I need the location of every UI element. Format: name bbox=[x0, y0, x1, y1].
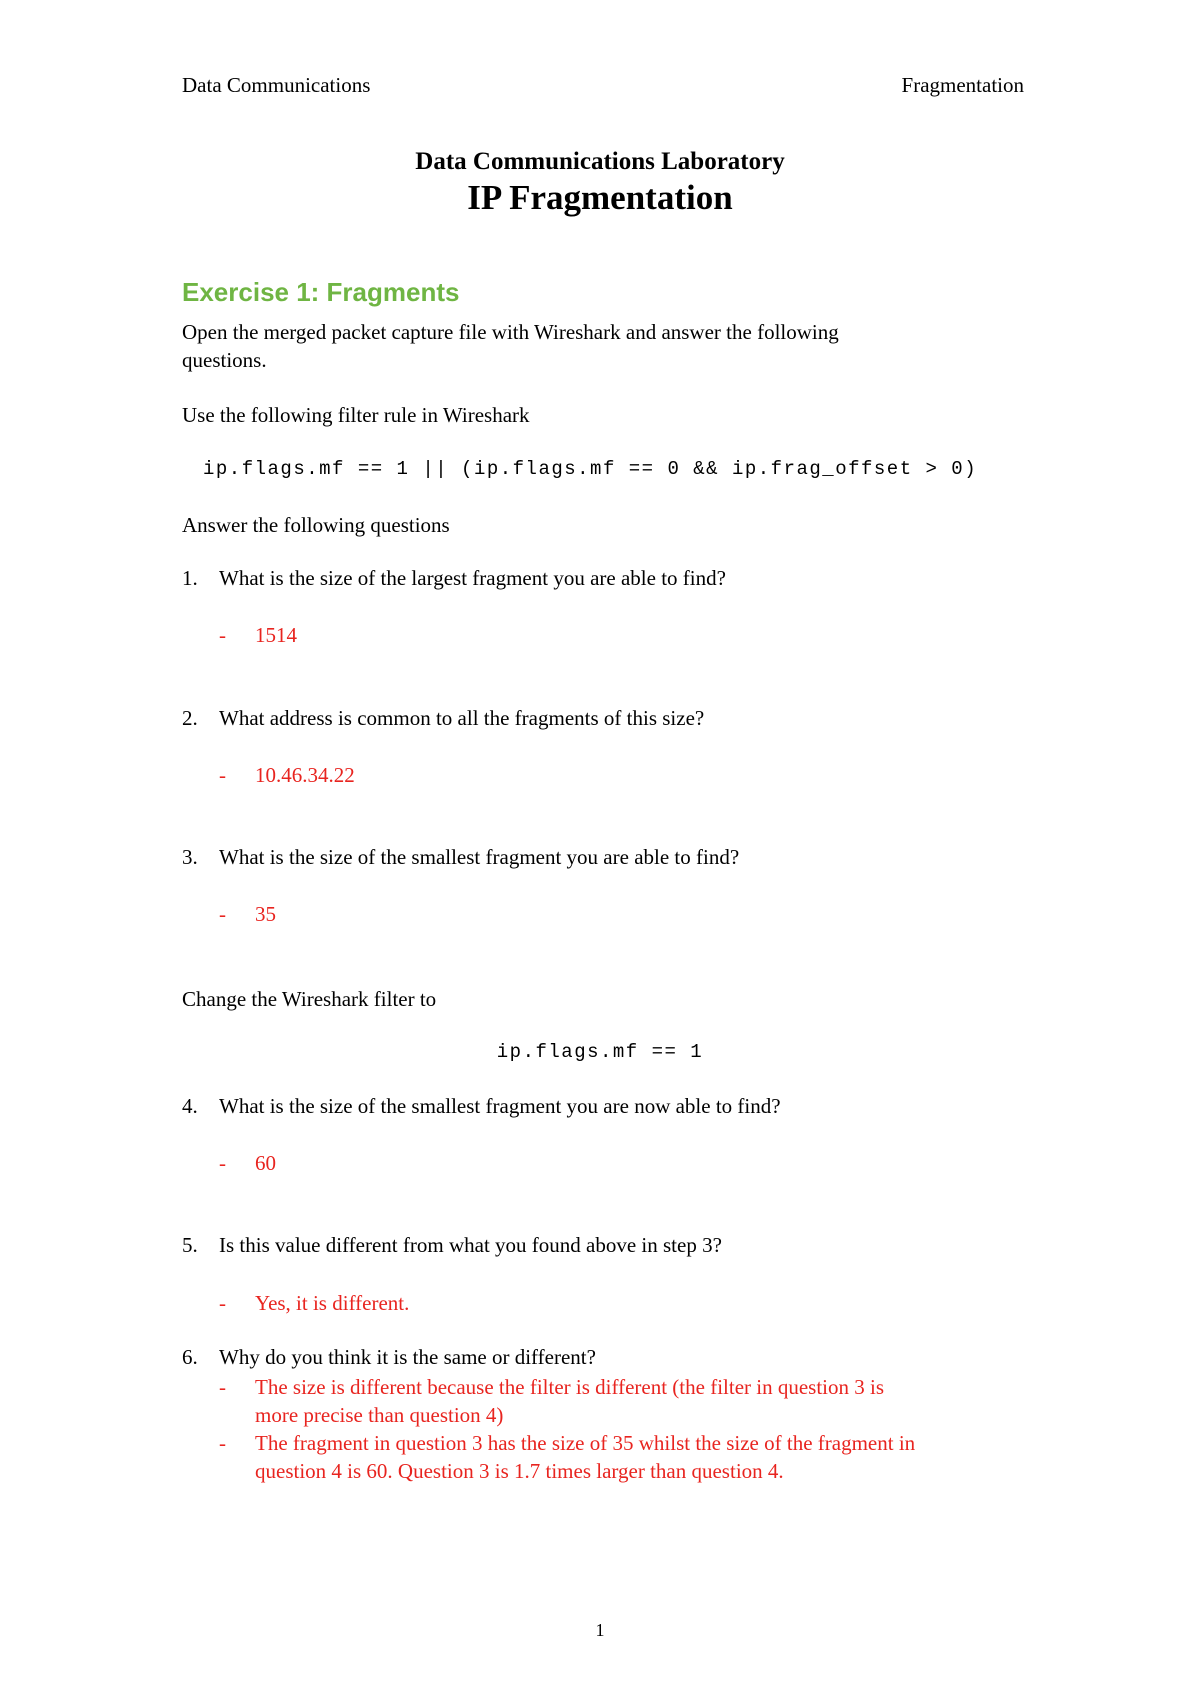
question-text: Is this value different from what you found above in step 3? bbox=[219, 1233, 722, 1257]
answer-text-line-1: The fragment in question 3 has the size of 35 whilst the size of the fragment in bbox=[255, 1431, 916, 1455]
question-text: What address is common to all the fragments of this size? bbox=[219, 706, 705, 730]
filter-2-label: Change the Wireshark filter to bbox=[182, 987, 437, 1011]
answer-bullet: - bbox=[219, 623, 226, 647]
question-number: 5. bbox=[182, 1233, 198, 1257]
question-text: What is the size of the largest fragment you are able to find? bbox=[219, 566, 726, 590]
question-text: Why do you think it is the same or different? bbox=[219, 1345, 596, 1369]
question-text: What is the size of the smallest fragment you are now able to find? bbox=[219, 1094, 781, 1118]
answer-bullet: - bbox=[219, 902, 226, 926]
answer-text-line-1: The size is different because the filter is different (the filter in question 3 is bbox=[255, 1375, 885, 1399]
filter-1-label: Use the following filter rule in Wireshark bbox=[182, 403, 530, 427]
question-number: 4. bbox=[182, 1094, 198, 1118]
running-header-right: Fragmentation bbox=[901, 73, 1024, 97]
answer-6a bbox=[0, 1373, 1200, 1429]
exercise-heading: Exercise 1: Fragments bbox=[182, 277, 460, 307]
running-header-left: Data Communications bbox=[182, 73, 371, 97]
question-number: 1. bbox=[182, 566, 198, 590]
answer-bullet: - bbox=[219, 1291, 226, 1315]
intro-line-2: questions. bbox=[182, 348, 267, 372]
filter-1-code: ip.flags.mf == 1 || (ip.flags.mf == 0 && ip.frag_offset > 0) bbox=[203, 458, 978, 480]
filter-2-code: ip.flags.mf == 1 bbox=[496, 1041, 704, 1063]
answer-intro: Answer the following questions bbox=[182, 513, 450, 537]
question-number: 2. bbox=[182, 706, 198, 730]
page-title: IP Fragmentation bbox=[467, 178, 733, 217]
answer-text: 60 bbox=[255, 1151, 276, 1175]
page-number: 1 bbox=[595, 1620, 605, 1640]
question-text: What is the size of the smallest fragment you are able to find? bbox=[219, 845, 740, 869]
answer-text: 10.46.34.22 bbox=[255, 763, 355, 787]
answer-bullet: - bbox=[219, 1151, 226, 1175]
answer-text: Yes, it is different. bbox=[255, 1291, 410, 1315]
question-number: 3. bbox=[182, 845, 198, 869]
answer-text: 35 bbox=[255, 902, 276, 926]
answer-text: 1514 bbox=[255, 623, 297, 647]
answer-bullet: - bbox=[219, 1431, 226, 1455]
answer-bullet: - bbox=[219, 763, 226, 787]
answer-text-line-2: more precise than question 4) bbox=[255, 1403, 504, 1427]
intro-line-1: Open the merged packet capture file with Wireshark and answer the following bbox=[182, 320, 839, 344]
lab-title: Data Communications Laboratory bbox=[415, 148, 785, 175]
answer-6b bbox=[0, 1429, 1200, 1485]
question-number: 6. bbox=[182, 1345, 198, 1369]
answer-bullet: - bbox=[219, 1375, 226, 1399]
answer-text-line-2: question 4 is 60. Question 3 is 1.7 times larger than question 4. bbox=[255, 1459, 784, 1483]
